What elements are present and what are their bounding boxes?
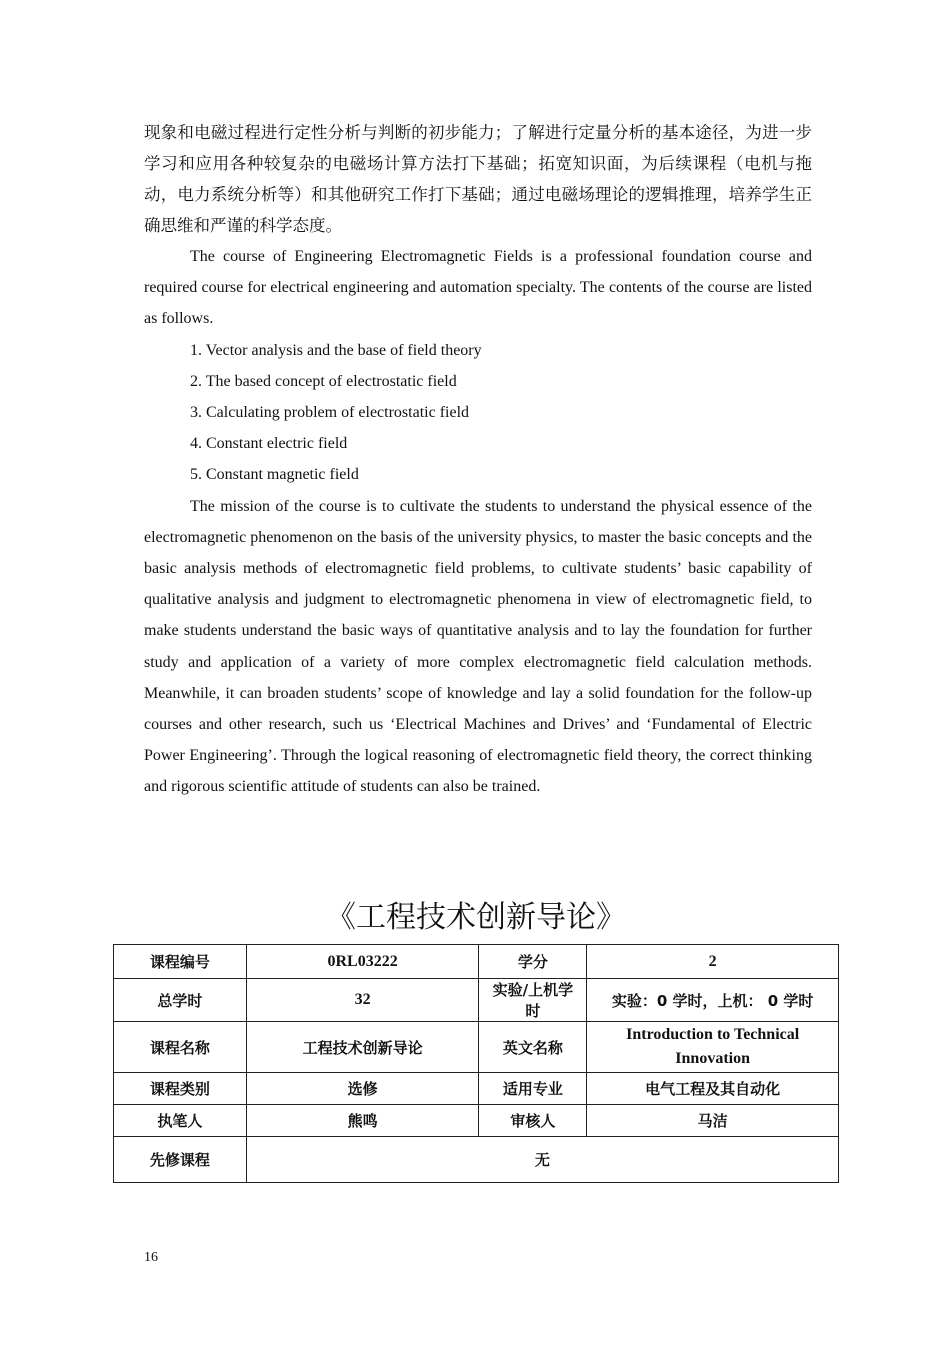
value-lab-hours: 实验：0 学时，上机： 0 学时 xyxy=(587,979,839,1022)
value-total-hours: 32 xyxy=(246,979,479,1022)
course-title: 《工程技术创新导论》 xyxy=(326,900,626,935)
value-author: 熊鸣 xyxy=(246,1105,479,1137)
english-mission-paragraph: The mission of the course is to cultivate the students to understand the physical essence of the electromagnetic phenomenon on the basis of the university physics, to master the basic concepts and the basic analysis methods of electromagnetic field problems, to cultivate students’ basic capability of qualitative analysis and judgment to electromagnetic phenomena in view of electromagnetic field, to make students understand the basic ways of quantitative analysis and to lay the foundation for further study and application of a variety of more complex electromagnetic field calculation methods. Meanwhile, it can broaden students’ scope of knowledge and lay a solid foundation for the follow-up courses and other research, such us ‘Electrical Machines and Drives’ and ‘Fundamental of Electric Power Engineering’. Through the logical reasoning of electromagnetic field theory, the correct thinking and rigorous scientific attitude of students can also be trained. xyxy=(144,497,812,796)
english-intro-paragraph: The course of Engineering Electromagnetic Fields is a professional foundation course and required course for electrical engineering and automation specialty. The contents of the course are listed as follows. xyxy=(144,248,812,328)
value-major: 电气工程及其自动化 xyxy=(587,1073,839,1105)
label-reviewer: 审核人 xyxy=(479,1105,587,1137)
list-item: 4. Constant electric field xyxy=(190,435,348,453)
label-prerequisite: 先修课程 xyxy=(114,1137,247,1183)
value-course-code: 0RL03222 xyxy=(246,945,479,979)
course-info-table xyxy=(113,944,839,1183)
chinese-paragraph: 现象和电磁过程进行定性分析与判断的初步能力；了解进行定量分析的基本途径，为进一步学习和应用各种较复杂的电磁场计算方法打下基础；拓宽知识面，为后续课程（电机与拖动，电力系统分析等）和其他研究工作打下基础；通过电磁场理论的逻辑推理，培养学生正确思维和严谨的科学态度。 xyxy=(144,123,812,235)
value-credit: 2 xyxy=(587,945,839,979)
page-number: 16 xyxy=(144,1250,158,1265)
label-lab-hours: 实验/上机学时 xyxy=(479,979,587,1022)
value-prerequisite: 无 xyxy=(246,1137,838,1183)
list-item: 5. Constant magnetic field xyxy=(190,466,359,484)
english-section xyxy=(144,241,812,803)
value-course-category: 选修 xyxy=(246,1073,479,1105)
value-reviewer: 马洁 xyxy=(587,1105,839,1137)
value-course-name: 工程技术创新导论 xyxy=(246,1022,479,1073)
label-author: 执笔人 xyxy=(114,1105,247,1137)
table-row xyxy=(114,1073,839,1105)
label-course-code: 课程编号 xyxy=(114,945,247,979)
label-total-hours: 总学时 xyxy=(114,979,247,1022)
table-row xyxy=(114,1105,839,1137)
list-item: 3. Calculating problem of electrostatic field xyxy=(190,404,470,422)
label-course-category: 课程类别 xyxy=(114,1073,247,1105)
label-course-name: 课程名称 xyxy=(114,1022,247,1073)
list-item: 1. Vector analysis and the base of field theory xyxy=(190,341,482,359)
label-credit: 学分 xyxy=(479,945,587,979)
label-english-name: 英文名称 xyxy=(479,1022,587,1073)
table-row xyxy=(114,1022,839,1073)
table-row xyxy=(114,979,839,1022)
value-english-name: Introduction to Technical Innovation xyxy=(587,1022,839,1073)
label-major: 适用专业 xyxy=(479,1073,587,1105)
list-item: 2. The based concept of electrostatic field xyxy=(190,372,457,390)
table-row xyxy=(114,945,839,979)
table-row xyxy=(114,1137,839,1183)
